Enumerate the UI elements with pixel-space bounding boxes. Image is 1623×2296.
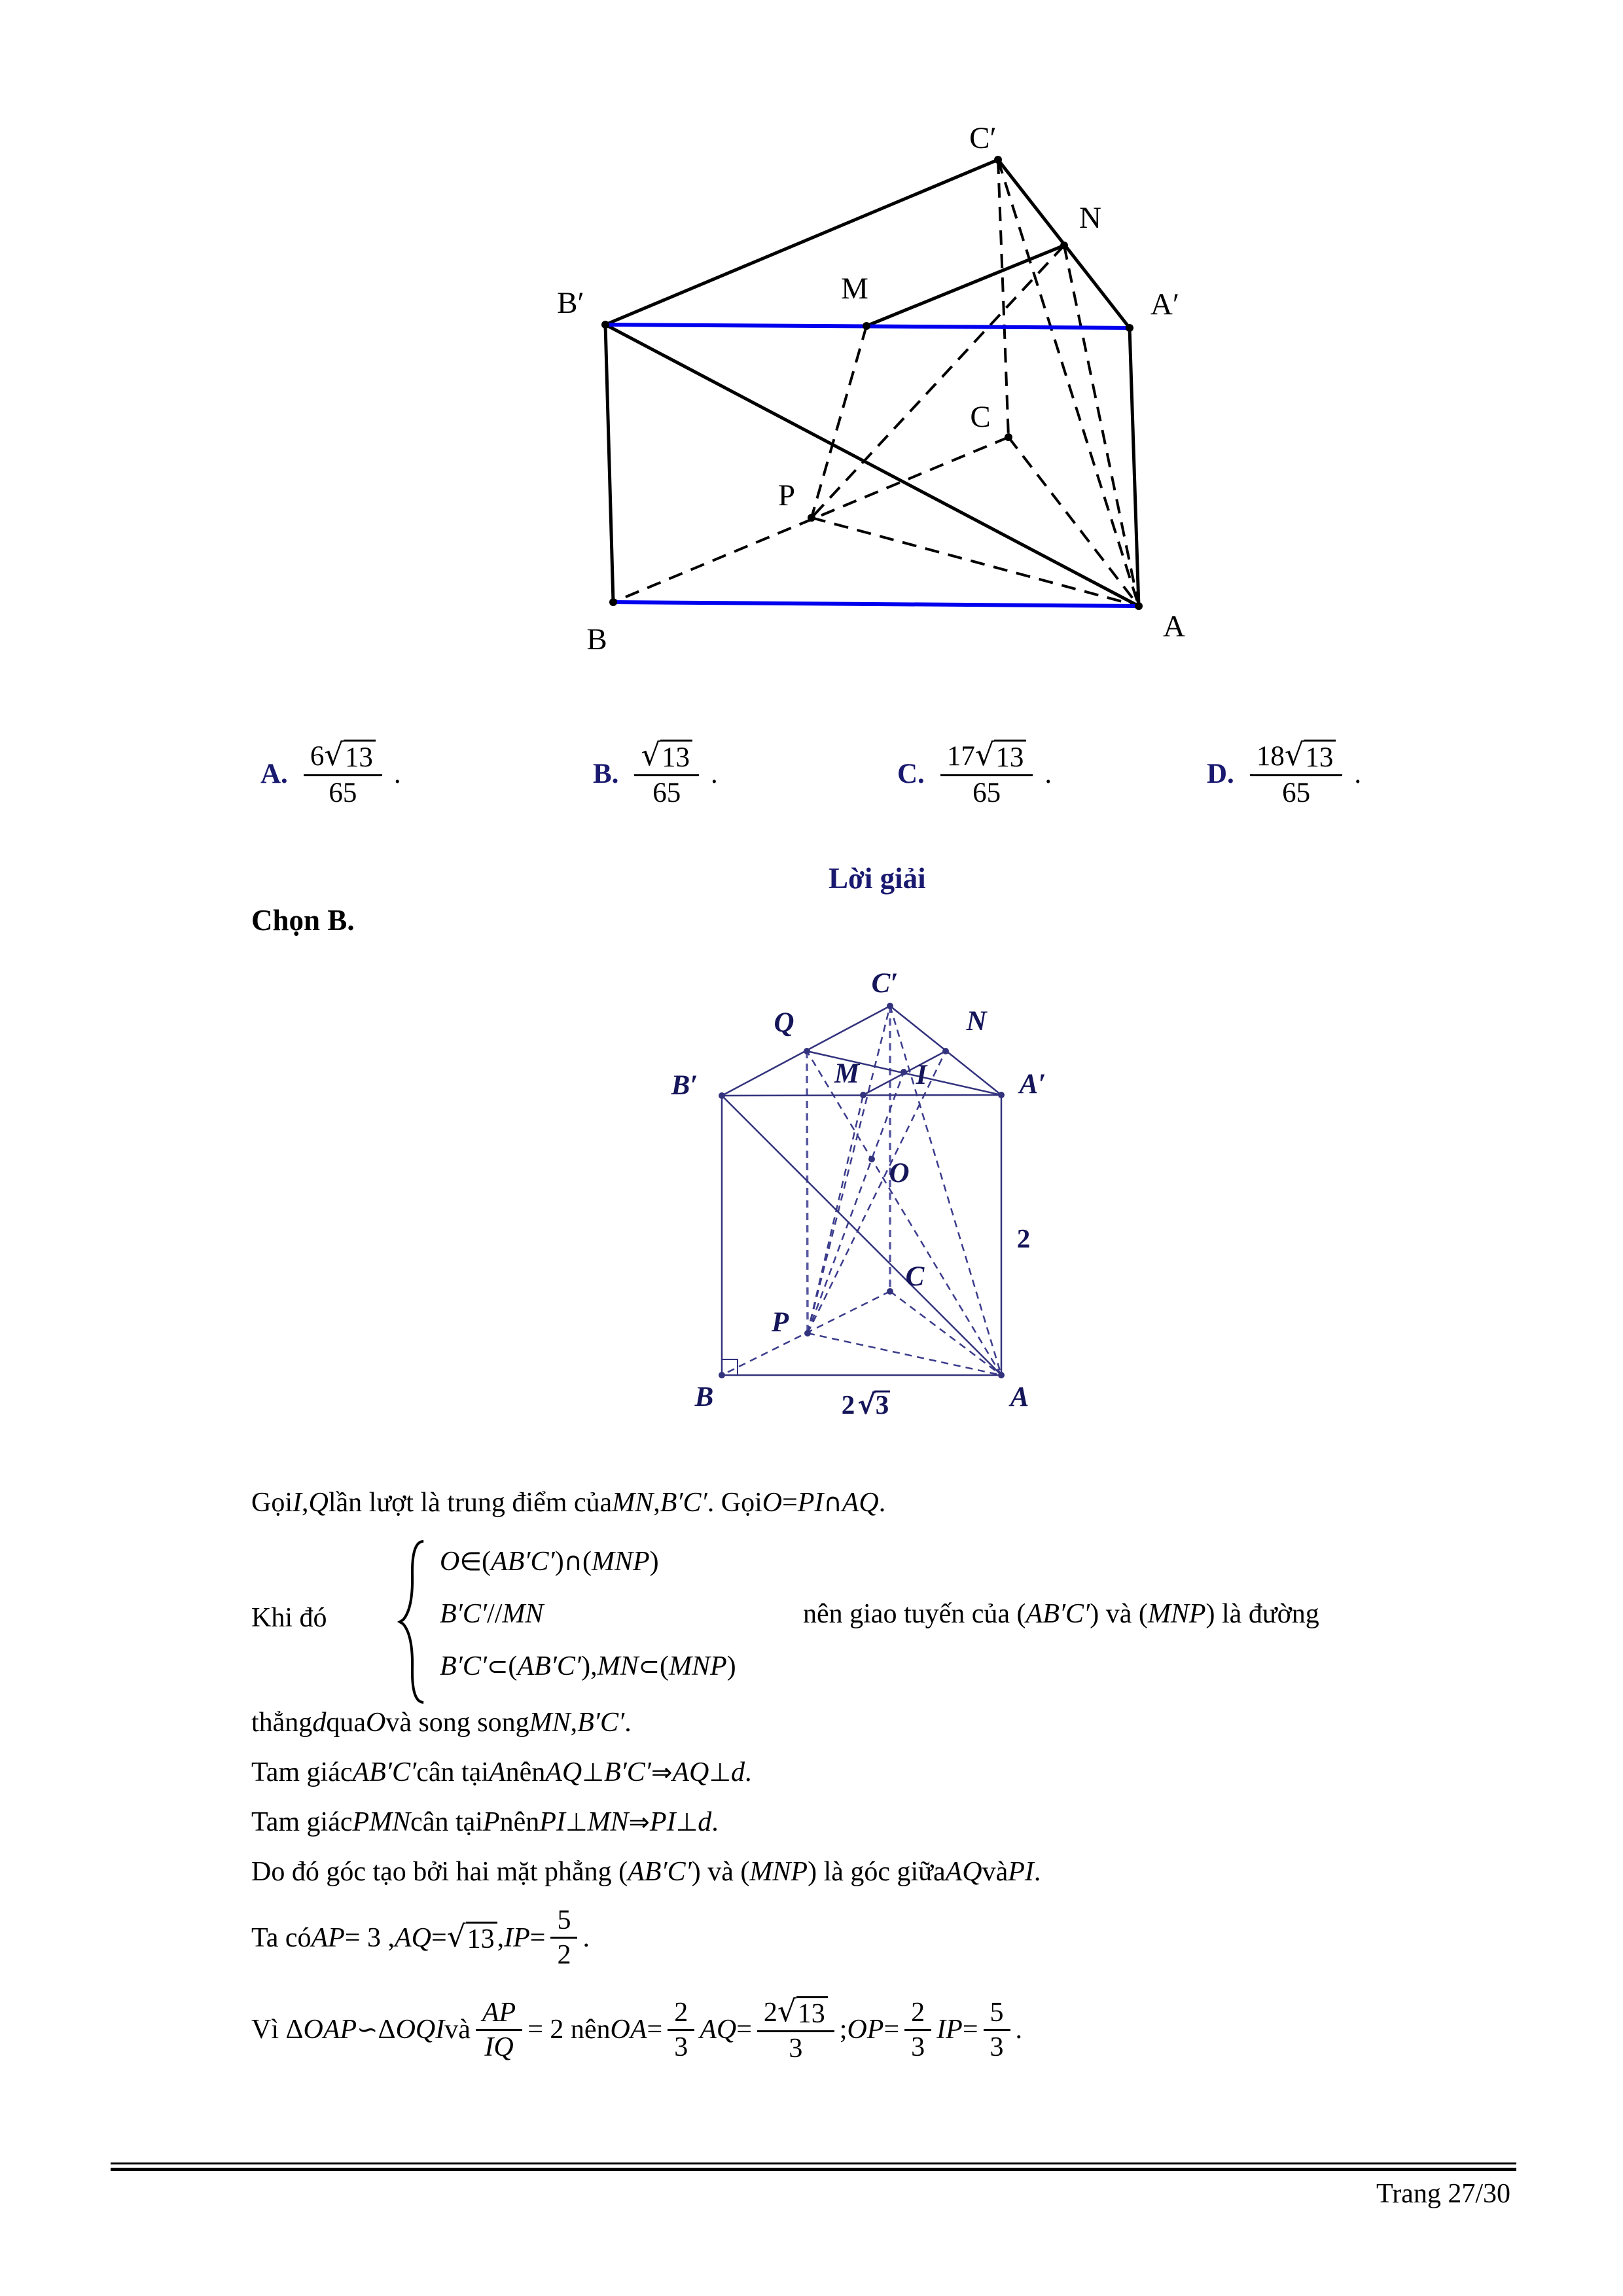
footer-rule-thick [111, 2168, 1516, 2171]
system-brace [397, 1539, 427, 1704]
edge-BpCp-line [605, 160, 998, 325]
edge-BpB-line [605, 325, 613, 602]
edge2-PM-dashed [808, 1095, 863, 1333]
answer-period: . [711, 758, 718, 789]
edge-CpC-dashed [998, 160, 1008, 437]
system-row-2: B′C′ // MN [440, 1599, 544, 1629]
vertex2-label-O: O [889, 1158, 910, 1189]
vertex2-label-N: N [966, 1006, 987, 1037]
answer-period: . [1044, 758, 1052, 789]
vertex2-label-P: P [771, 1307, 789, 1338]
vertex2-dot-B [719, 1372, 725, 1378]
vertex2-label-Cp: C′ [871, 968, 899, 999]
answer-fraction: √ 13 65 [634, 740, 699, 808]
vertex2-dot-Cp [887, 1003, 893, 1009]
vertex-label-P: P [777, 478, 796, 512]
vertex2-dot-I [901, 1069, 907, 1075]
vertex2-label-B: B [694, 1382, 714, 1412]
vertex-label-Ap: A′ [1150, 287, 1180, 321]
vertex-dot-Cp [994, 156, 1002, 164]
answer-period: . [393, 758, 401, 789]
edge-ApA-line [1130, 328, 1139, 606]
vertex2-label-Bp: B′ [671, 1070, 698, 1101]
footer-page-number: Trang 27/30 [1376, 2179, 1510, 2209]
answer-letter: C. [897, 758, 925, 789]
vertex-label-Cp: C′ [969, 121, 997, 155]
vertex2-dot-Q [804, 1048, 810, 1054]
edge-BpA-diagonal [605, 325, 1139, 606]
vertex2-dot-O [868, 1156, 875, 1162]
vertex-dot-B [609, 598, 617, 606]
vertex-dot-C [1005, 433, 1012, 441]
system-prefix: Khi đó [251, 1603, 327, 1633]
edge2-PN-dashed [808, 1051, 946, 1333]
solution-line-8: Vì Δ OAP ∽ Δ OQI và $\frac{AP}{IQ}$ = 2 nên OA = $\frac{2}{3}$ AQ = 2 √ 13 3 ; OP = $\frac{2}{3}$ IP = $\frac{5}{3}$ . [251, 1994, 1022, 2064]
system-row-1: O ∈ ( AB′C′ ) ∩ ( MNP ) [440, 1547, 659, 1577]
dim-base-sqrt-sign: √ [857, 1389, 876, 1420]
edge-PA-dashed [812, 518, 1139, 606]
edge-CpA-dashed [998, 160, 1139, 606]
solution-line-4: Tam giác AB′C′ cân tại A nên AQ ⊥ B′C′ ⇒ AQ ⊥ d . [251, 1757, 752, 1787]
vertex-label-B: B [586, 622, 607, 656]
answer-fraction: 17 √ 13 65 [940, 740, 1033, 808]
right-angle-mark [722, 1359, 738, 1375]
answer-option-b [593, 737, 718, 809]
solution-line-3: thẳng d qua O và song song MN , B′C′ . [251, 1708, 632, 1738]
vertex-label-C: C [970, 400, 991, 434]
vertex2-label-Q: Q [774, 1007, 794, 1038]
solution-line-1: Gọi I , Q lần lượt là trung điểm của MN , B′C′ . Gọi O = PI ∩ AQ . [251, 1488, 886, 1518]
vertex2-dot-N [942, 1048, 949, 1054]
vertex2-label-A: A [1010, 1382, 1029, 1412]
vertex2-dot-Ap [998, 1092, 1005, 1098]
prism-figure-main [537, 111, 1217, 668]
solution-line-5: Tam giác PMN cân tại P nên PI ⊥ MN ⇒ PI ⊥ d . [251, 1807, 719, 1837]
vertex-dot-M [863, 322, 870, 330]
vertex2-label-Ap: A′ [1019, 1069, 1046, 1100]
edge2-QP-dashed [807, 1051, 808, 1333]
vertex-dot-Bp [601, 321, 609, 329]
answer-period: . [1354, 758, 1362, 789]
vertex-label-Bp: B′ [557, 286, 584, 320]
vertex-dot-N [1060, 242, 1068, 249]
vertex2-dot-Bp [719, 1092, 725, 1099]
edge-NA-dashed [1064, 245, 1139, 606]
edge-CA-dashed [1008, 437, 1139, 606]
dim-base-coef: 2 [841, 1390, 855, 1420]
vertex2-dot-M [860, 1092, 866, 1098]
answer-letter: A. [260, 758, 288, 789]
answer-letter: D. [1207, 758, 1234, 789]
vertex2-dot-P [804, 1330, 811, 1336]
vertex2-dot-C [887, 1288, 893, 1295]
answer-option-a [260, 737, 401, 809]
prism-figure-solution [661, 952, 1106, 1437]
footer-rule-thin [111, 2162, 1516, 2164]
answer-fraction: 18 √ 13 65 [1250, 740, 1343, 808]
vertex-label-N: N [1079, 201, 1101, 235]
edge-MN-line [866, 245, 1064, 326]
solution-heading: Lời giải [829, 862, 926, 895]
vertex2-label-C: C [905, 1261, 925, 1292]
answer-letter: B. [593, 758, 619, 789]
chosen-answer: Chọn B. [251, 904, 355, 937]
system-row-3: B′C′ ⊂ ( AB′C′ ), MN ⊂ ( MNP ) [440, 1651, 736, 1681]
vertex-dot-Ap [1126, 324, 1133, 332]
dim-height-label: 2 [1016, 1223, 1031, 1253]
vertex2-dot-A [998, 1372, 1005, 1378]
answer-option-c [897, 737, 1052, 809]
answer-fraction: 6 √ 13 65 [304, 740, 382, 808]
vertex2-label-M: M [834, 1058, 860, 1089]
solution-line-6: Do đó góc tạo bởi hai mặt phẳng ( AB′C′ ) và ( MNP ) là góc giữa AQ và PI . [251, 1857, 1041, 1887]
vertex2-label-I: I [916, 1060, 927, 1090]
vertex-dot-A [1135, 602, 1143, 610]
answer-option-d [1207, 737, 1362, 809]
solution-line-7: Ta có AP = 3 , AQ = √ 13 , IP = $\frac{5}{2}$ . [251, 1905, 590, 1971]
system-suffix: nên giao tuyến của ( AB′C′ ) và ( MNP ) là đường [803, 1599, 1319, 1629]
edge-BA-blue [613, 602, 1139, 606]
edge2-AQ-dashed [807, 1051, 1001, 1375]
vertex-label-A: A [1163, 609, 1185, 643]
vertex-dot-P [808, 514, 815, 522]
dim-base-radicand: 3 [875, 1390, 889, 1420]
vertex-label-M: M [841, 272, 868, 306]
